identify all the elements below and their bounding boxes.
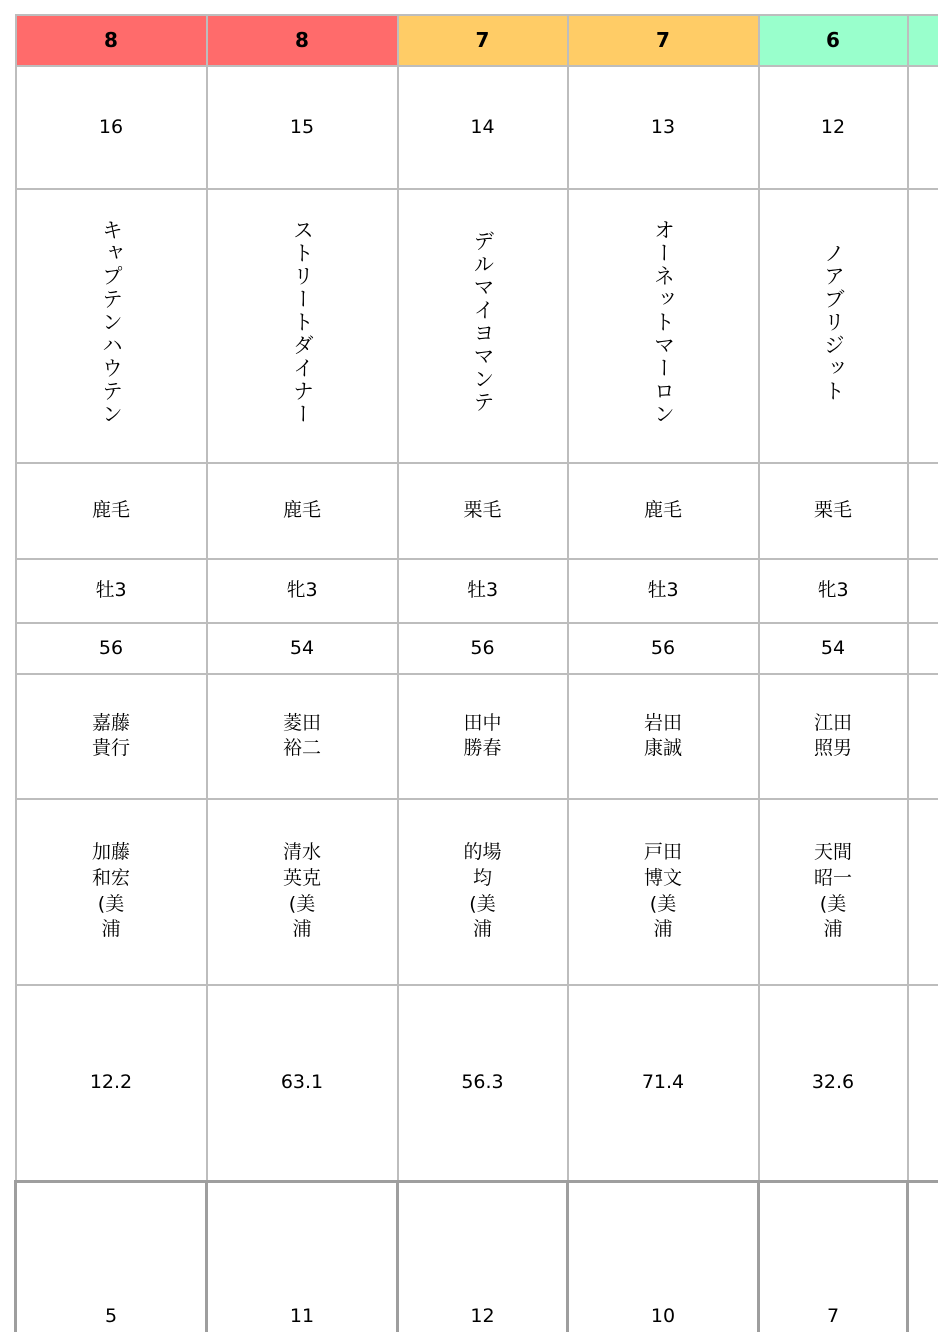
- collab-rank-cell: [908, 1182, 938, 1332]
- weight-cell: [908, 623, 938, 674]
- odds-cell: 71.4: [568, 985, 759, 1182]
- waku-cell: [908, 15, 938, 66]
- odds-cell: 63.1: [207, 985, 398, 1182]
- collab-rank-cell: 12: [398, 1182, 568, 1332]
- weight-cell: 56: [398, 623, 568, 674]
- row-coat: [16, 463, 938, 559]
- row-odds: [16, 985, 938, 1182]
- weight-cell: 56: [16, 623, 207, 674]
- trainer-cell: [908, 799, 938, 985]
- trainer-cell: 天間 昭一 (美 浦: [759, 799, 908, 985]
- sex-age-cell: 牡3: [568, 559, 759, 623]
- horse-name[interactable]: ストリートダイナー: [292, 219, 313, 426]
- row-name: [16, 189, 938, 463]
- sex-age-cell: 牡3: [398, 559, 568, 623]
- jockey-cell: 嘉藤 貴行: [16, 674, 207, 799]
- sex-age-cell: 牝3: [759, 559, 908, 623]
- waku-cell: 7: [568, 15, 759, 66]
- jockey-cell: 江田 照男: [759, 674, 908, 799]
- horse-name[interactable]: デルマイヨマンテ: [472, 230, 493, 414]
- umaban-cell: 16: [16, 66, 207, 189]
- coat-color-cell: 栗毛: [398, 463, 568, 559]
- trainer-cell: 的場 均 (美 浦: [398, 799, 568, 985]
- jockey-cell: 田中 勝春: [398, 674, 568, 799]
- horse-name-cell[interactable]: [568, 189, 759, 463]
- entry-table: [14, 14, 938, 1332]
- jockey-cell: 岩田 康誠: [568, 674, 759, 799]
- collab-rank-cell: 11: [207, 1182, 398, 1332]
- jockey-cell: 菱田 裕二: [207, 674, 398, 799]
- odds-cell: 56.3: [398, 985, 568, 1182]
- waku-cell: 7: [398, 15, 568, 66]
- trainer-cell: 戸田 博文 (美 浦: [568, 799, 759, 985]
- trainer-cell: 清水 英克 (美 浦: [207, 799, 398, 985]
- umaban-cell: [908, 66, 938, 189]
- umaban-cell: 12: [759, 66, 908, 189]
- umaban-cell: 14: [398, 66, 568, 189]
- waku-cell: 8: [207, 15, 398, 66]
- trainer-cell: 加藤 和宏 (美 浦: [16, 799, 207, 985]
- weight-cell: 56: [568, 623, 759, 674]
- sex-age-cell: 牝3: [207, 559, 398, 623]
- weight-cell: 54: [207, 623, 398, 674]
- coat-color-cell: [908, 463, 938, 559]
- collab-rank-cell: 7: [759, 1182, 908, 1332]
- umaban-cell: 13: [568, 66, 759, 189]
- collab-rank-cell: 10: [568, 1182, 759, 1332]
- jockey-cell: [908, 674, 938, 799]
- coat-color-cell: 鹿毛: [16, 463, 207, 559]
- collab-rank-cell: 5: [16, 1182, 207, 1332]
- waku-cell: 6: [759, 15, 908, 66]
- race-card: [14, 14, 938, 1332]
- waku-cell: 8: [16, 15, 207, 66]
- coat-color-cell: 栗毛: [759, 463, 908, 559]
- row-jockey: [16, 674, 938, 799]
- row-weight: [16, 623, 938, 674]
- row-umaban: [16, 66, 938, 189]
- horse-name-cell[interactable]: [207, 189, 398, 463]
- row-sexage: [16, 559, 938, 623]
- horse-name-cell[interactable]: [398, 189, 568, 463]
- horse-name-cell[interactable]: [16, 189, 207, 463]
- coat-color-cell: 鹿毛: [568, 463, 759, 559]
- horse-name-cell[interactable]: [759, 189, 908, 463]
- umaban-cell: 15: [207, 66, 398, 189]
- sex-age-cell: [908, 559, 938, 623]
- row-collab-rank: [16, 1182, 938, 1332]
- sex-age-cell: 牡3: [16, 559, 207, 623]
- coat-color-cell: 鹿毛: [207, 463, 398, 559]
- row-trainer: [16, 799, 938, 985]
- horse-name[interactable]: オーネットマーロン: [653, 219, 674, 426]
- row-waku: [16, 15, 938, 66]
- odds-cell: 12.2: [16, 985, 207, 1182]
- odds-cell: 32.6: [759, 985, 908, 1182]
- weight-cell: 54: [759, 623, 908, 674]
- horse-name[interactable]: キャプテンハウテン: [101, 219, 122, 426]
- odds-cell: [908, 985, 938, 1182]
- horse-name[interactable]: ノアブリジット: [823, 242, 844, 403]
- horse-name-cell[interactable]: [908, 189, 938, 463]
